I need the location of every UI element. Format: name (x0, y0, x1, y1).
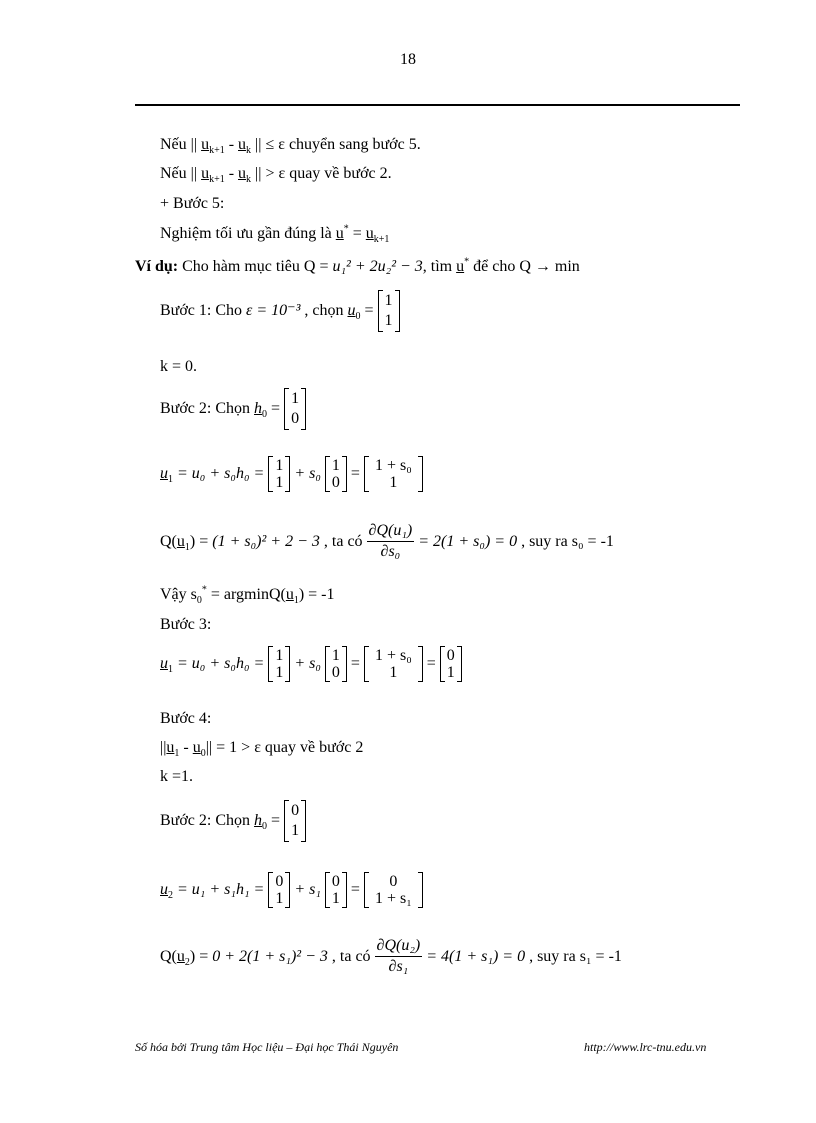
page-number: 18 (400, 51, 416, 68)
condition-le-line: Nếu || $u_{k+1} - u_k$ || ≤ ε chuyển sang bước 5. (160, 136, 421, 157)
step2a-line: Bước 2: Chọn $h_0$ = 1 0 (160, 388, 310, 430)
u2-equation: $u_2$ = u₁ + s₁h₁ = 0 1 + s₁ 0 1 = 0 1 + s₁ (160, 872, 427, 908)
footer-source: Số hóa bởi Trung tâm Học liệu – Đại học Thái Nguyên (135, 1040, 399, 1054)
matrix-h0: 1 0 (284, 388, 306, 430)
step5-heading: + Bước 5: (160, 195, 225, 212)
solution-line: Nghiệm tối ưu gần đúng là $u^* = u_{k+1}$ (160, 223, 390, 246)
condition-gt-line: Nếu || $u_{k+1} - u_k$ || > ε quay về bước 2. (160, 165, 392, 186)
argmin-line: Vậy $s_0^* = argminQ(u_1) = -1$ (160, 584, 335, 607)
k0-line: k = 0. (160, 358, 198, 375)
k1-line: k =1. (160, 768, 194, 785)
matrix-h0-second: 0 1 (284, 800, 306, 842)
norm-line: $||u_1 - u_0|| = 1 > \varepsilon$ quay về bước 2 (160, 739, 364, 760)
u1-equation: $u_1$ = u₀ + s₀h₀ = 1 1 + s₀ 1 0 = 1 + s₀ 1 (160, 456, 427, 492)
q-u1-line: $Q(u_1)$ = (1 + s₀)² + 2 − 3 , ta có $\frac{\text{∂Q(u₁)}}{\text{∂s₀}}$ = 2(1 + s₀) = 0 , suy ra s₀ = -1 (160, 522, 614, 560)
example-line: Ví dụ: Cho hàm mục tiêu Q = u₁² + 2u₂² − 3, tìm u* để cho Q → min (135, 256, 580, 275)
step3-heading: Bước 3: (160, 616, 212, 633)
header-rule (135, 104, 740, 106)
footer-url[interactable]: http://www.lrc-tnu.edu.vn (584, 1040, 707, 1054)
q-u2-line: $Q(u_2)$ = 0 + 2(1 + s₁)² − 3 , ta có $\frac{\text{∂Q(u₂)}}{\text{∂s₁}}$ = 4(1 + s₁) = 0 , suy ra s₁ = -1 (160, 937, 622, 975)
matrix-u0: 1 1 (378, 290, 400, 332)
step1-line: Bước 1: Cho ε = 10⁻³ , chọn $u_0$ = 1 1 (160, 290, 404, 332)
step2b-line: Bước 2: Chọn $h_0$ = 0 1 (160, 800, 310, 842)
u1-equation-result: $u_1$ = u₀ + s₀h₀ = 1 1 + s₀ 1 0 = 1 + s₀ 1 = 0 1 (160, 646, 466, 682)
step4-heading: Bước 4: (160, 710, 212, 727)
